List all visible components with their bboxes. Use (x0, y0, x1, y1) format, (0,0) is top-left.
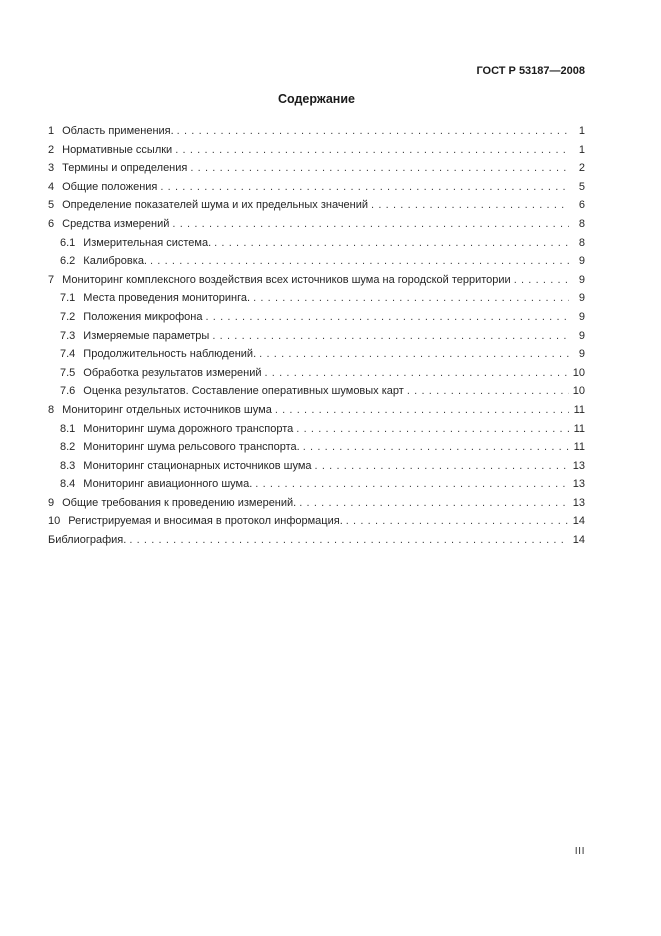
toc-entry (48, 122, 585, 141)
toc-entry-number: 6.1 (60, 236, 76, 249)
dot-leader (150, 252, 569, 271)
toc-entry-page: 11 (573, 403, 585, 416)
toc-entry (48, 345, 585, 364)
table-of-contents (48, 122, 585, 550)
toc-entry-page: 13 (572, 496, 585, 509)
toc-entry-number: 9 (48, 496, 55, 509)
dot-leader (214, 234, 569, 253)
toc-entry-number: 7 (48, 273, 55, 286)
toc-entry-page: 9 (578, 273, 585, 286)
toc-entry-page: 1 (578, 143, 585, 156)
toc-entry (48, 159, 585, 178)
toc-entry-title: Мониторинг авиационного шума. (83, 478, 253, 491)
dot-leader (129, 531, 569, 550)
toc-entry (48, 364, 585, 383)
toc-entry-page: 10 (572, 366, 585, 379)
toc-entry (48, 475, 585, 494)
toc-entry-title: Регистрируемая и вносимая в протокол информация. (68, 515, 343, 528)
toc-entry-page: 13 (572, 478, 585, 491)
toc-entry-title: Область применения. (62, 125, 174, 137)
toc-entry-title: Мониторинг отдельных источников шума (62, 403, 272, 416)
toc-entry-page: 9 (578, 329, 585, 342)
toc-entry-title: Мониторинг стационарных источников шума (83, 459, 312, 472)
toc-entry-number: 6 (48, 217, 55, 230)
toc-entry (48, 457, 585, 476)
dot-leader (296, 420, 569, 439)
toc-entry-page: 9 (578, 255, 585, 268)
dot-leader (255, 475, 569, 494)
toc-entry-title: Общие требования к проведению измерений. (62, 496, 297, 509)
toc-entry (48, 141, 585, 160)
toc-entry-number: 7.1 (60, 292, 76, 305)
dot-leader (264, 364, 569, 383)
toc-entry (48, 420, 585, 439)
dot-leader (175, 141, 569, 160)
toc-entry-number: 7.6 (60, 385, 76, 398)
toc-entry (48, 382, 585, 401)
dot-leader (514, 271, 569, 290)
dot-leader (315, 457, 569, 476)
standard-code: ГОСТ Р 53187—2008 (476, 65, 585, 77)
toc-entry-title: Мониторинг шума рельсового транспорта. (83, 441, 300, 454)
toc-entry-title: Мониторинг комплексного воздействия всех источников шума на городской территории (62, 273, 511, 286)
dot-leader (371, 196, 569, 215)
dot-leader (205, 308, 569, 327)
toc-entry-title: Мониторинг шума дорожного транспорта (83, 422, 294, 435)
dot-leader (407, 382, 569, 401)
toc-entry-page: 11 (573, 441, 585, 454)
toc-entry-page: 5 (578, 180, 585, 193)
dot-leader (253, 289, 569, 308)
toc-entry-title: Определение показателей шума и их предельных значений (62, 199, 369, 212)
toc-entry-title: Средства измерений (62, 217, 170, 230)
toc-entry-page: 9 (578, 310, 585, 323)
toc-entry-page: 9 (578, 348, 585, 361)
toc-entry-number: 3 (48, 162, 55, 175)
toc-entry-page: 2 (578, 162, 585, 175)
toc-entry-title: Общие положения (62, 180, 158, 193)
toc-entry-number: 1 (48, 125, 55, 137)
toc-entry-number: 4 (48, 180, 55, 193)
dot-leader (172, 215, 569, 234)
toc-entry-number: 7.4 (60, 348, 76, 361)
toc-entry (48, 531, 585, 550)
toc-entry (48, 289, 585, 308)
toc-entry-title: Положения микрофона (83, 310, 203, 323)
toc-entry-page: 14 (572, 515, 585, 528)
toc-entry-number: 5 (48, 199, 55, 212)
dot-leader (160, 178, 569, 197)
document-header (48, 65, 585, 77)
toc-entry (48, 215, 585, 234)
toc-entry-page: 14 (572, 534, 585, 547)
dot-leader (190, 159, 569, 178)
dot-leader (212, 327, 569, 346)
toc-entry-page: 10 (572, 385, 585, 398)
toc-entry-title: Места проведения мониторинга. (83, 292, 251, 305)
toc-entry-page: 8 (578, 217, 585, 230)
toc-entry (48, 401, 585, 420)
toc-entry-page: 6 (578, 199, 585, 212)
toc-entry (48, 196, 585, 215)
toc-entry-number: 7.5 (60, 366, 76, 379)
dot-leader (299, 494, 569, 513)
toc-entry (48, 512, 585, 531)
toc-entry-page: 9 (578, 292, 585, 305)
toc-entry-page: 8 (578, 236, 585, 249)
toc-entry-number: 8.1 (60, 422, 76, 435)
dot-leader (303, 438, 569, 457)
toc-entry-title: Продолжительность наблюдений. (83, 348, 257, 361)
toc-entry-title: Измеряемые параметры (83, 329, 210, 342)
toc-entry-title: Оценка результатов. Составление оперативных шумовых карт (83, 385, 404, 398)
toc-entry (48, 308, 585, 327)
toc-entry-number: 8.2 (60, 441, 76, 454)
dot-leader (346, 512, 569, 531)
toc-entry-number: 6.2 (60, 255, 76, 268)
toc-entry-number: 8.3 (60, 459, 76, 472)
toc-entry-page: 13 (572, 459, 585, 472)
toc-entry-number: 8 (48, 403, 55, 416)
toc-entry-number: 7.3 (60, 329, 76, 342)
page-footer (48, 845, 585, 857)
toc-entry (48, 234, 585, 253)
toc-entry-number: 8.4 (60, 478, 76, 491)
dot-leader (275, 401, 569, 420)
toc-entry-title: Калибровка. (83, 255, 147, 268)
toc-entry-page: 1 (578, 125, 585, 137)
toc-entry-title: Библиография. (48, 534, 127, 547)
toc-entry (48, 271, 585, 290)
toc-entry-number: 2 (48, 143, 55, 156)
page-number: III (574, 845, 585, 857)
toc-entry (48, 438, 585, 457)
toc-entry (48, 178, 585, 197)
toc-entry-page: 11 (573, 422, 585, 435)
toc-entry (48, 327, 585, 346)
toc-entry-title: Термины и определения (62, 162, 188, 175)
toc-entry-number: 10 (48, 515, 61, 528)
toc-entry (48, 252, 585, 271)
toc-entry (48, 494, 585, 513)
page-title: Содержание (277, 92, 355, 106)
toc-entry-title: Измерительная система. (83, 236, 212, 249)
toc-entry-title: Обработка результатов измерений (83, 366, 262, 379)
toc-entry-title: Нормативные ссылки (62, 143, 173, 156)
toc-entry-number: 7.2 (60, 310, 76, 323)
dot-leader (177, 122, 569, 141)
dot-leader (259, 345, 569, 364)
